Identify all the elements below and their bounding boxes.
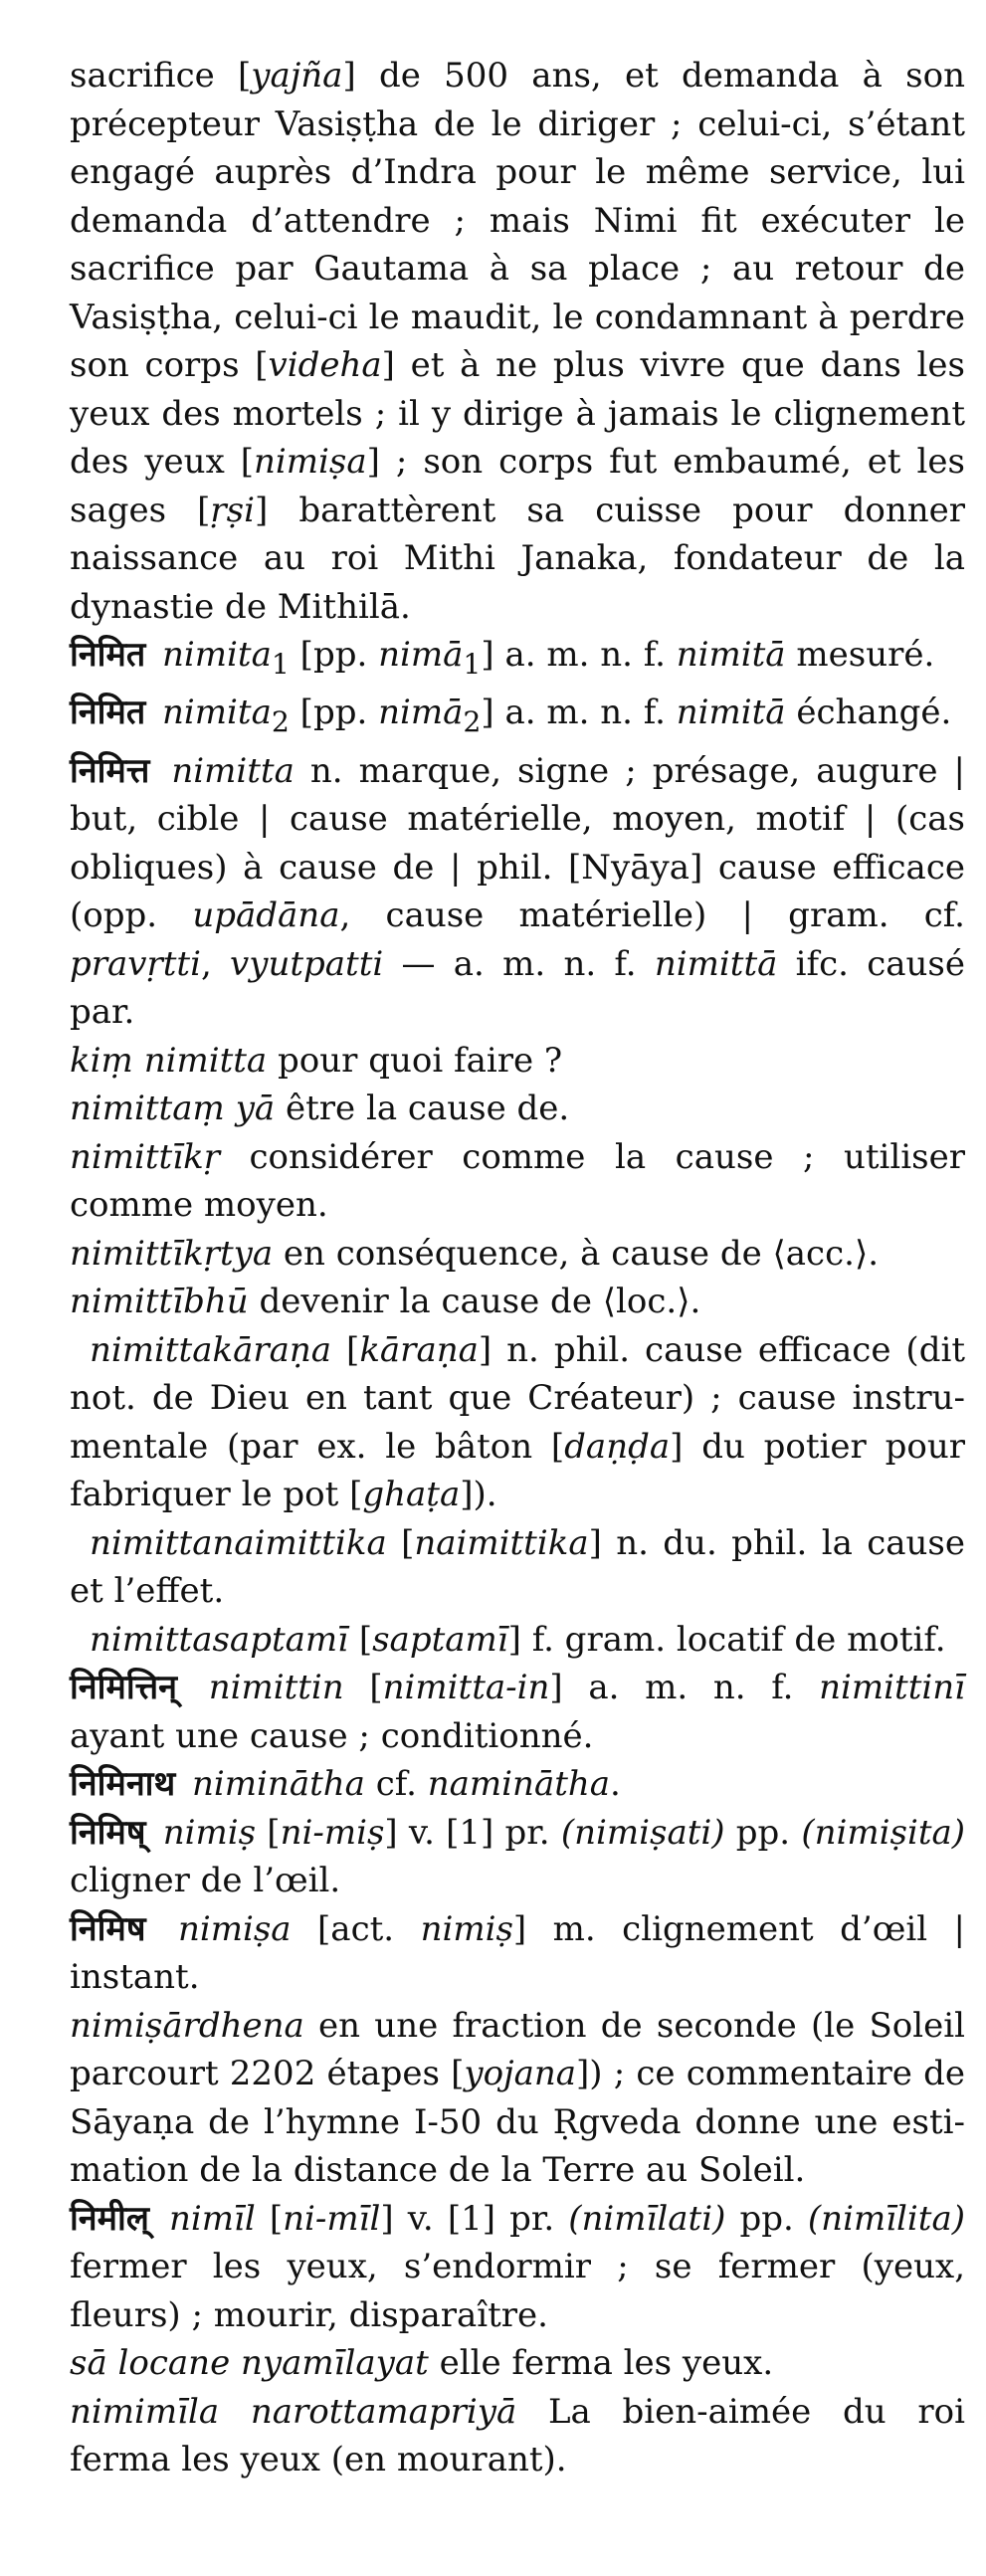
transliteration: nimīl	[168, 2198, 256, 2239]
definition-text: en une fraction de seconde (le Soleil parcourt 2202 étapes [	[70, 2005, 965, 2094]
entry-nimittin	[70, 1664, 965, 1760]
transliteration: nimitā	[676, 635, 786, 675]
transliteration: nimittinī	[819, 1668, 965, 1708]
entry-nimita1	[70, 631, 965, 689]
definition-text: , cause matérielle) | gram. cf.	[339, 895, 965, 936]
homonym-index: 1	[463, 647, 482, 681]
definition-text: ] v. [1] pr.	[384, 1812, 561, 1853]
definition-text: elle ferma les yeux.	[428, 2343, 774, 2384]
transliteration: nimita	[162, 693, 272, 733]
headword-devanagari: निमित	[70, 693, 146, 733]
transliteration: nimimīla narottamapriyā	[70, 2391, 517, 2432]
definition-text: ]) ; ce commentaire de Sāyaṇa de l’hymne I-50 du Ṛgveda donne une estimation de la distance de la Terre au Soleil.	[70, 2054, 965, 2191]
entry-nimil	[70, 2195, 965, 2340]
definition-text: mesuré.	[785, 635, 935, 675]
transliteration: nimittasaptamī	[90, 1619, 349, 1660]
entry-kim-nimitta	[70, 1037, 965, 1086]
definition-text: ] de 500 ans, et demanda à son précepteur Vasiṣṭha de le diriger ; celui-ci, s’étant engagé auprès d’Indra pour le même service, lui demanda d’attendre ; mais Nimi fit exécuter le sacrifice par Gautama à sa place ; au retour de Vasiṣṭha, celui-ci le maudit, le condamnant à perdre son corps [	[70, 56, 965, 385]
definition-text: n. marque, signe ; présage, augure | but, cible | cause matérielle, moyen, motif | (cas obliques) à cause de | phil. [Nyāya] cause efficace (opp.	[70, 750, 965, 936]
definition-text: fermer les yeux, s’endormir ; se fermer (yeux, fleurs) ; mourir, disparaître.	[70, 2247, 965, 2335]
definition-text: [pp.	[289, 635, 379, 675]
entry-nimittam-ya	[70, 1085, 965, 1133]
transliteration: sā locane nyamīlayat	[70, 2343, 429, 2384]
definition-text: cf.	[364, 1764, 428, 1805]
definition-text: ] a. m. n. f.	[549, 1668, 820, 1708]
transliteration: (nimiṣita)	[801, 1812, 966, 1853]
headword-devanagari: निमित्त	[70, 750, 150, 791]
entry-nimittakarana	[70, 1326, 965, 1519]
definition-text: ayant une cause ; conditionné.	[70, 1715, 594, 1756]
entry-nimittanaimittika	[70, 1519, 965, 1616]
transliteration: nimittaṃ yā	[70, 1089, 276, 1129]
transliteration: nimiṣa	[254, 442, 367, 482]
transliteration: (nimīlati)	[568, 2198, 726, 2239]
transliteration: naimittika	[414, 1522, 589, 1563]
headword-devanagari: निमील्	[70, 2198, 149, 2239]
transliteration: upādāna	[192, 895, 340, 936]
definition-text: [	[386, 1522, 415, 1563]
headword-devanagari: निमिनाथ	[70, 1764, 176, 1805]
transliteration: videha	[268, 345, 382, 385]
headword-devanagari: निमिष्	[70, 1812, 146, 1853]
transliteration: nimittīkṛtya	[70, 1233, 274, 1274]
definition-text: — a. m. n. f.	[383, 943, 655, 984]
transliteration: nimiṣ	[420, 1908, 513, 1949]
definition-text: [	[331, 1329, 360, 1370]
entry-nimisardhena	[70, 2002, 965, 2195]
transliteration: nimittakāraṇa	[90, 1329, 332, 1370]
transliteration: nimiṣārdhena	[70, 2005, 304, 2046]
entry-intro	[70, 52, 965, 631]
transliteration: kāraṇa	[359, 1329, 479, 1370]
transliteration: nimā	[378, 693, 464, 733]
definition-text: ] n. du. phil. la cause et l’effet.	[70, 1522, 965, 1612]
definition-text: ] a. m. n. f.	[481, 693, 677, 733]
homonym-index: 2	[271, 705, 290, 739]
headword-devanagari: निमित्तिन्	[70, 1668, 177, 1708]
transliteration: nimittanaimittika	[90, 1522, 387, 1563]
definition-text: [	[256, 1812, 281, 1853]
definition-text: ] v. [1] pr.	[380, 2198, 569, 2239]
definition-text: [	[255, 2198, 284, 2239]
definition-text: échangé.	[785, 693, 952, 733]
transliteration: naminātha	[427, 1764, 611, 1805]
transliteration: nimittīkṛ	[70, 1136, 220, 1177]
definition-text: ] a. m. n. f.	[481, 635, 677, 675]
definition-text: ] m. clignement d’œil | instant.	[70, 1908, 965, 1998]
entry-nimittikrtya	[70, 1230, 965, 1279]
headword-devanagari: निमिष	[70, 1908, 146, 1949]
definition-text: être la cause de.	[275, 1089, 570, 1129]
transliteration: nimittā	[654, 943, 778, 984]
definition-text: pour quoi faire ?	[267, 1040, 563, 1081]
definition-text: ] n. phil. cause efficace (dit not. de Dieu en tant que Créateur) ; cause instrumentale (par ex. le bâton [	[70, 1329, 965, 1467]
transliteration: (nimiṣati)	[560, 1812, 725, 1853]
transliteration: pravṛtti	[70, 943, 201, 984]
transliteration: vyutpatti	[230, 943, 384, 984]
definition-text: ] f. gram. locatif de motif.	[507, 1619, 946, 1660]
transliteration: saptamī	[372, 1619, 508, 1660]
homonym-index: 2	[463, 705, 482, 739]
entry-nimisa	[70, 1905, 965, 2002]
definition-text: ] ; son corps fut embaumé, et les sages [	[70, 442, 965, 530]
entry-sa-locane	[70, 2339, 965, 2388]
transliteration: ni-miṣ	[280, 1812, 385, 1853]
definition-text: .	[610, 1764, 621, 1805]
definition-text: [pp.	[289, 693, 379, 733]
transliteration: nimitta-in	[382, 1668, 550, 1708]
entry-nimittasaptami	[70, 1616, 965, 1665]
transliteration: nimināthа	[192, 1764, 365, 1805]
definition-text: ] et à ne plus vivre que dans les yeux des mortels ; il y dirige à jamais le clignement des yeux [	[70, 345, 965, 482]
entry-nimimila	[70, 2388, 965, 2484]
transliteration: nimiṣ	[162, 1812, 257, 1853]
definition-text: cligner de l’œil.	[70, 1861, 341, 1901]
transliteration: yajña	[251, 56, 343, 96]
transliteration: nimiṣa	[177, 1908, 292, 1949]
definition-text: La bien-aimée du roi ferma les yeux (en mourant).	[70, 2391, 965, 2480]
entry-nimittibhu	[70, 1278, 965, 1326]
headword-devanagari: निमित	[70, 635, 146, 675]
transliteration: nimā	[378, 635, 464, 675]
homonym-index: 1	[271, 647, 290, 681]
definition-text: en conséquence, à cause de ⟨acc.⟩.	[273, 1233, 880, 1274]
transliteration: kiṃ nimitta	[70, 1040, 268, 1081]
transliteration: nimittin	[208, 1668, 344, 1708]
transliteration: daṇḍa	[564, 1426, 671, 1467]
entry-nimitta	[70, 747, 965, 1037]
definition-text: [	[348, 1619, 373, 1660]
definition-text: considérer comme la cause ; utiliser comme moyen.	[70, 1136, 965, 1226]
definition-text: pp.	[724, 1812, 802, 1853]
definition-text: ifc. causé par.	[70, 943, 966, 1033]
definition-text: sacrifice [	[70, 56, 252, 96]
transliteration: ni-mīl	[283, 2198, 381, 2239]
dictionary-page	[70, 52, 965, 2484]
entry-nimis	[70, 1809, 965, 1905]
entry-nimita2	[70, 689, 965, 746]
definition-text: ,	[200, 943, 231, 984]
definition-text: ] barattèrent sa cuisse pour donner naissance au roi Mithi Janaka, fondateur de la dynastie de Mithilā.	[70, 490, 966, 627]
transliteration: ṛṣi	[210, 490, 255, 530]
transliteration: nimitā	[676, 693, 786, 733]
transliteration: nimittībhū	[70, 1282, 249, 1322]
definition-text: ] du potier pour fabriquer le pot [	[70, 1426, 965, 1515]
definition-text: [	[343, 1668, 383, 1708]
transliteration: ghaṭa	[362, 1475, 461, 1515]
definition-text: devenir la cause de ⟨loc.⟩.	[248, 1282, 701, 1322]
definition-text: [act.	[291, 1908, 421, 1949]
entry-nimittikr	[70, 1133, 965, 1230]
transliteration: nimitta	[171, 750, 295, 791]
transliteration: yojana	[464, 2054, 577, 2094]
transliteration: nimita	[162, 635, 272, 675]
transliteration: (nimīlita)	[807, 2198, 966, 2239]
definition-text: pp.	[725, 2198, 808, 2239]
entry-niminatha	[70, 1760, 965, 1809]
definition-text: ]).	[460, 1475, 497, 1515]
